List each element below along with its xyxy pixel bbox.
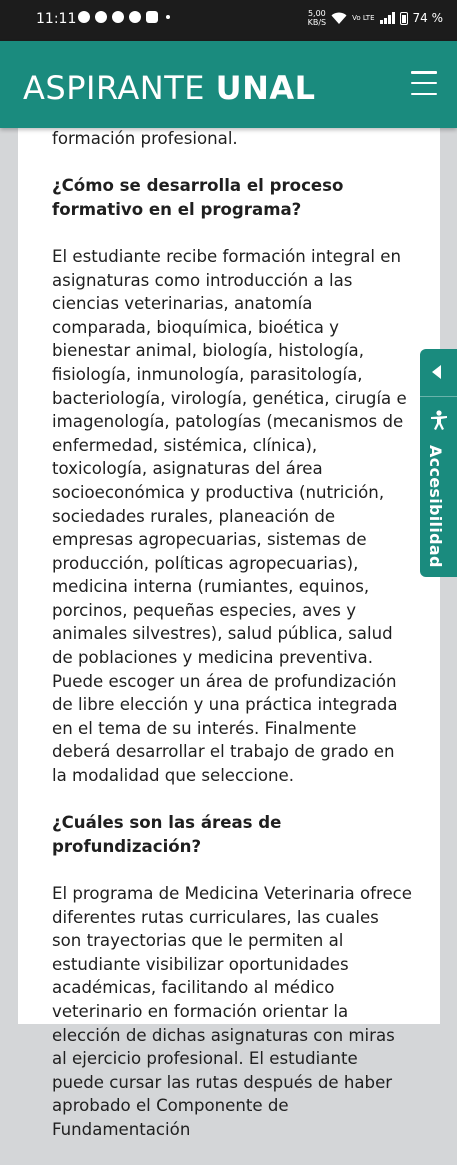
accessibility-person-icon [428,409,450,431]
article-content [52,127,412,1165]
more-notifications-icon [166,15,170,19]
accessibility-label: Accesibilidad [426,445,445,568]
accessibility-tab[interactable] [420,349,457,577]
hamburger-menu-icon[interactable] [411,71,437,95]
status-time: 11:11 [36,11,77,27]
snapchat-icon [78,11,90,23]
instagram-icon [112,11,124,23]
answer-paragraph: El estudiante recibe formación integral en asignaturas como introducción a las ciencias veterinarias, anatomía comparada, bioquímica, bioética y bienestar animal, biología, histología, fisiología, inmunología, parasitología, bacteriología, virología, genética, cirugía e imagenología, patologías (mecanismos de enfermedad, sistémica, clínica), toxicología, asignaturas del área socioeconómica y productiva (nutrición, sociedades rurales, planeación de empresas agropecuarias, sistemas de producción, políticas agropecuarias), medicina interna (rumiantes, equinos, porcinos, pequeñas especies, aves y animales silvestres), salud pública, salud de poblaciones y medicina preventiva. Puede escoger un área de profundización de libre elección y una práctica integrada en el tema de su interés. Finalmente deberá desarrollar el trabajo de grado en la modalidad que seleccione. [52,246,407,786]
logo-text-light: ASPIRANTE [23,69,216,107]
lead-paragraph: formación profesional. [52,129,238,148]
volte-indicator: Vo LTE [352,14,375,22]
wifi-icon [331,12,347,24]
question-heading: ¿Cuáles son las áreas de profundización? [52,813,282,856]
logo-text-bold: UNAL [215,69,316,107]
accessibility-divider [420,396,457,397]
site-header [0,41,457,128]
status-right [308,9,443,27]
article-card [18,100,440,1139]
question-heading: ¿Cómo se desarrolla el proceso formativo en el programa? [52,176,344,219]
status-bar [0,0,457,41]
pinterest-icon [129,11,141,23]
network-speed-value: 5,00 [307,9,326,18]
caret-left-icon[interactable] [432,365,441,379]
signal-icon [380,12,395,24]
network-speed [308,9,327,27]
battery-icon [400,12,408,25]
youtube-icon [146,11,158,23]
facebook-icon [95,11,107,23]
answer-paragraph: El programa de Medicina Veterinaria ofrece diferentes rutas curriculares, las cuales son trayectorias que le permiten al estudiante visibilizar oportunidades académicas, facilitando al médico veterinario en formación orientar la elección de dichas asignaturas con miras al ejercicio profesional. El estudiante puede cursar las rutas después de haber aprobado el Componente de Fundamentación [52,884,412,1139]
site-logo[interactable] [23,69,316,107]
battery-percent: 74 % [412,11,443,25]
network-speed-unit: KB/S [307,18,327,27]
notification-icons [78,11,170,23]
